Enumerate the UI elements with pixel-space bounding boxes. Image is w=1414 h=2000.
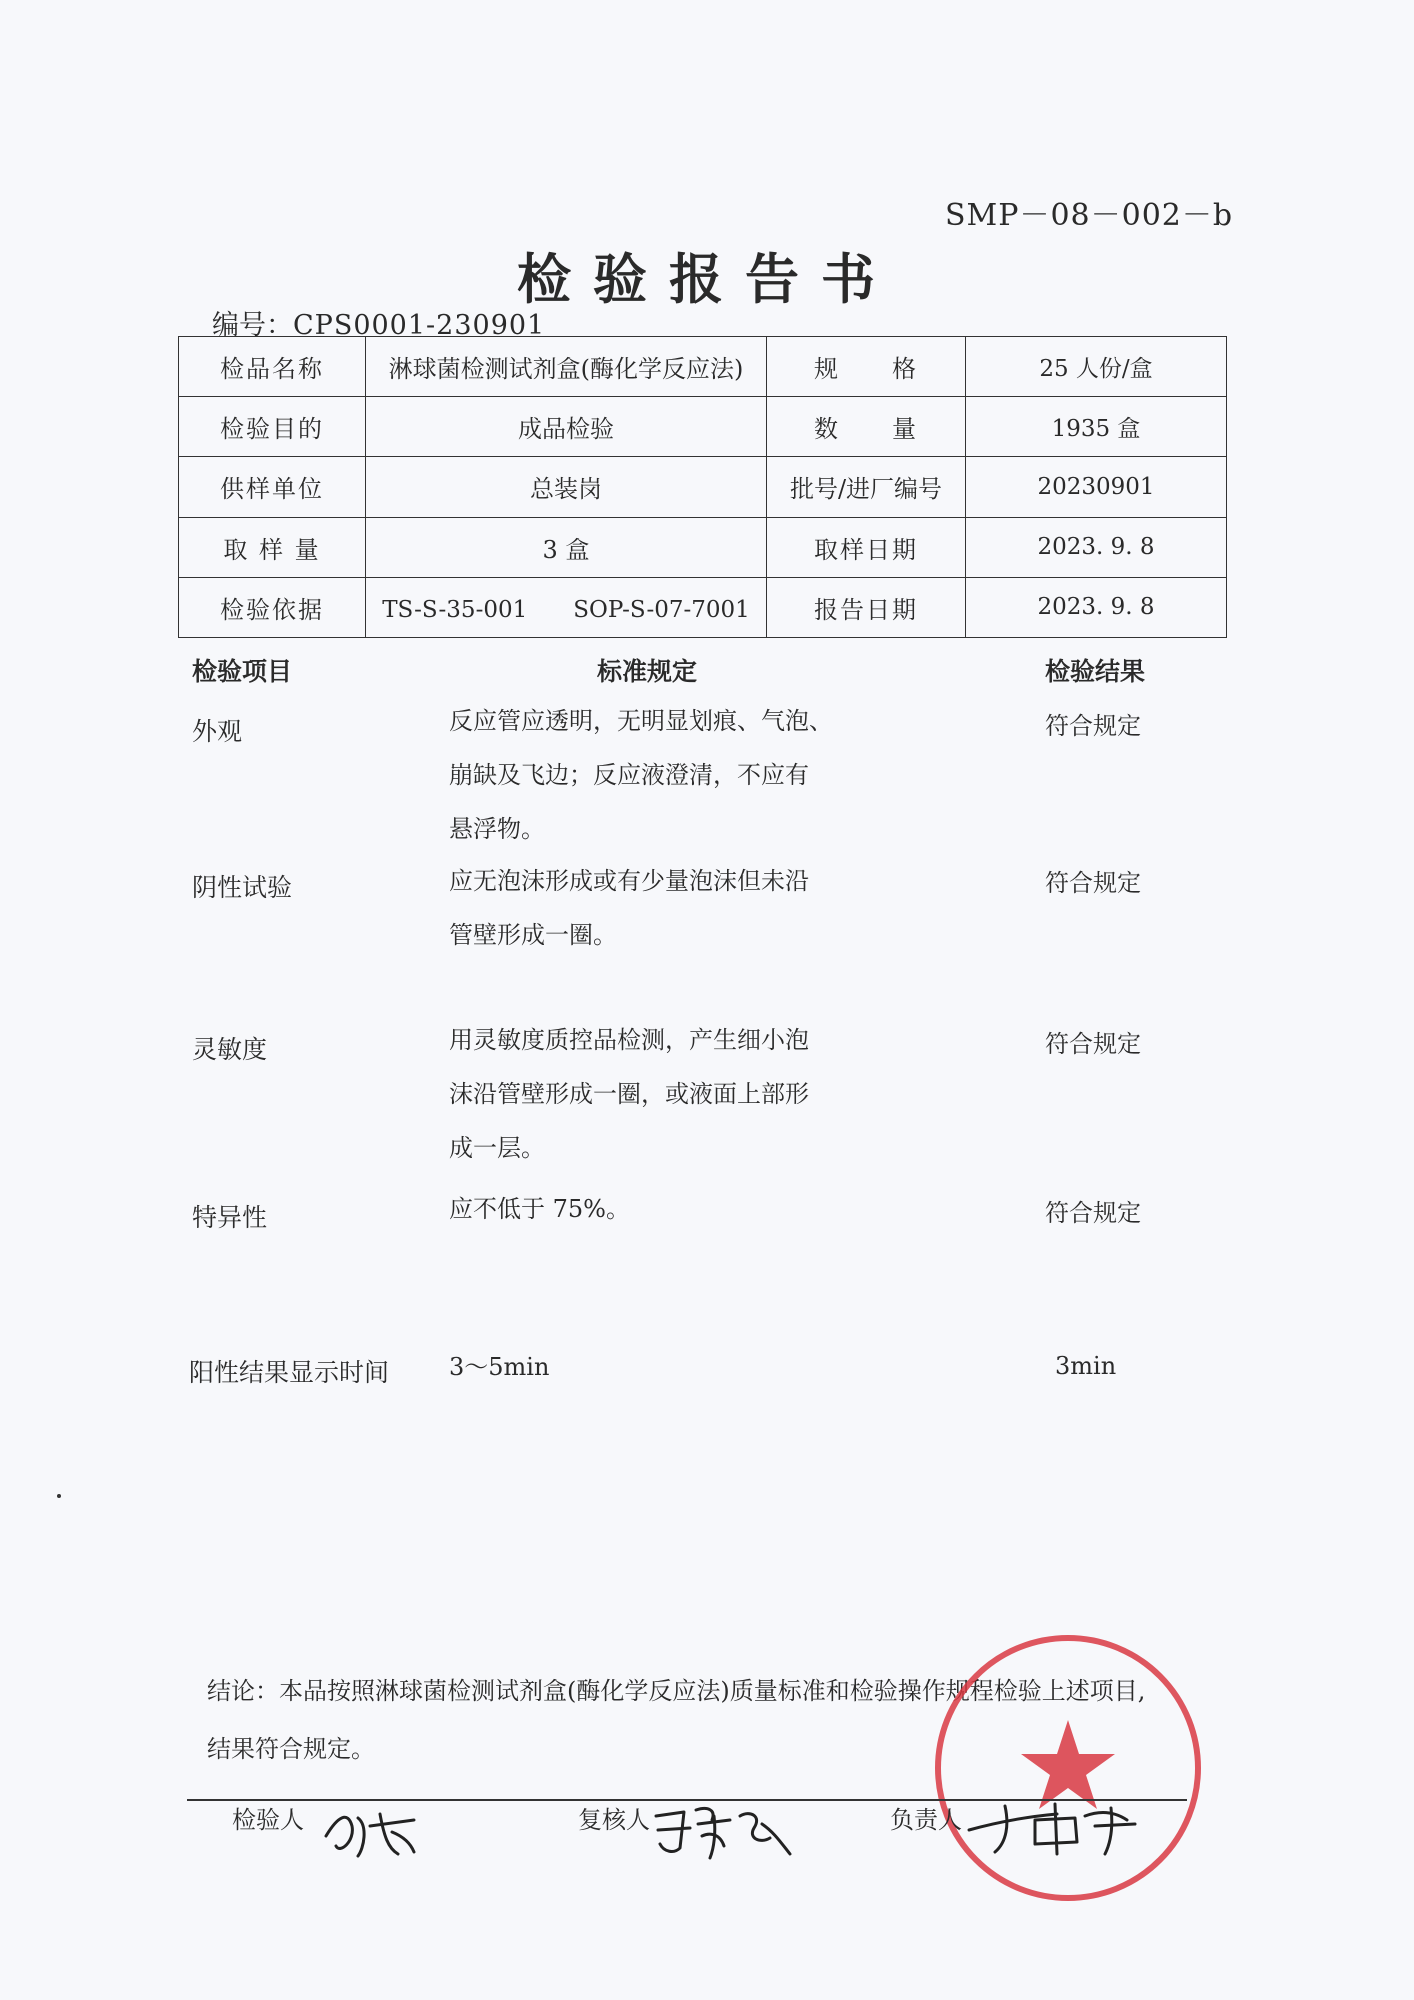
header-standard: 标准规定 [597, 657, 698, 686]
item-standard [449, 1013, 859, 1175]
item-standard [449, 694, 859, 856]
item-standard [449, 854, 859, 962]
item-result: 符合规定 [1045, 1030, 1141, 1058]
item-name: 灵敏度 [192, 1035, 268, 1064]
cell-value: 20230901 [966, 457, 1227, 517]
item-standard [449, 1182, 859, 1236]
table-row [179, 457, 1227, 517]
page-title: 检验报告书 [517, 247, 897, 311]
cell-label: 检验依据 [179, 577, 366, 637]
cell-label: 批号/进厂编号 [767, 457, 966, 517]
cell-label: 检品名称 [179, 337, 366, 397]
standard-line: 悬浮物。 [449, 815, 545, 843]
responsible-label: 负责人 [890, 1806, 962, 1834]
cell-value: 2023. 9. 8 [966, 517, 1227, 577]
cell-value: 淋球菌检测试剂盒(酶化学反应法) [366, 337, 767, 397]
cell-label: 规 格 [767, 337, 966, 397]
serial-value: CPS0001-230901 [293, 310, 546, 341]
cell-value: TS-S-35-001 SOP-S-07-7001 [366, 577, 767, 637]
cell-label: 数 量 [767, 397, 966, 457]
item-name: 特异性 [192, 1203, 268, 1232]
standard-line: 成一层。 [449, 1134, 545, 1162]
cell-value: 25 人份/盒 [966, 337, 1227, 397]
item-name: 阳性结果显示时间 [189, 1358, 390, 1387]
reviewer-signature [650, 1796, 800, 1866]
standard-line: 反应管应透明，无明显划痕、气泡、 [449, 707, 833, 735]
cell-value: 3 盒 [366, 517, 767, 577]
scan-speck [57, 1494, 61, 1498]
table-row [179, 577, 1227, 637]
inspector-signature [318, 1796, 428, 1866]
header-result: 检验结果 [1045, 657, 1146, 686]
cell-label: 取 样 量 [179, 517, 366, 577]
item-result: 3min [1055, 1352, 1117, 1380]
item-name: 阴性试验 [192, 873, 293, 902]
item-standard [449, 1340, 859, 1394]
serial-label: 编号： [212, 310, 293, 341]
standard-line: 用灵敏度质控品检测，产生细小泡 [449, 1026, 809, 1054]
cell-label: 供样单位 [179, 457, 366, 517]
standard-line: 沫沿管壁形成一圈，或液面上部形 [449, 1080, 809, 1108]
inspector-label: 检验人 [232, 1806, 304, 1834]
table-row [179, 337, 1227, 397]
cell-label: 报告日期 [767, 577, 966, 637]
standard-line: 应不低于 75%。 [449, 1195, 630, 1223]
standard-line: 应无泡沫形成或有少量泡沫但未沿 [449, 867, 809, 895]
cell-value: 2023. 9. 8 [966, 577, 1227, 637]
item-result: 符合规定 [1045, 869, 1141, 897]
cell-value: 总装岗 [366, 457, 767, 517]
standard-line: 3～5min [449, 1353, 550, 1381]
cell-label: 取样日期 [767, 517, 966, 577]
table-row [179, 397, 1227, 457]
conclusion-line: 结论：本品按照淋球菌检测试剂盒(酶化学反应法)质量标准和检验操作规程检验上述项目, [207, 1677, 1146, 1705]
conclusion-line: 结果符合规定。 [207, 1735, 375, 1763]
reviewer-label: 复核人 [578, 1806, 650, 1834]
table-row [179, 517, 1227, 577]
item-result: 符合规定 [1045, 1199, 1141, 1227]
header-item: 检验项目 [192, 657, 293, 686]
company-stamp [928, 1628, 1208, 1908]
document-code: SMP－08－002－b [945, 198, 1234, 233]
responsible-signature [965, 1790, 1145, 1860]
standard-line: 管壁形成一圈。 [449, 921, 617, 949]
info-table [178, 336, 1227, 638]
cell-label: 检验目的 [179, 397, 366, 457]
item-result: 符合规定 [1045, 712, 1141, 740]
item-name: 外观 [192, 717, 243, 746]
cell-value: 成品检验 [366, 397, 767, 457]
standard-line: 崩缺及飞边；反应液澄清，不应有 [449, 761, 809, 789]
cell-value: 1935 盒 [966, 397, 1227, 457]
